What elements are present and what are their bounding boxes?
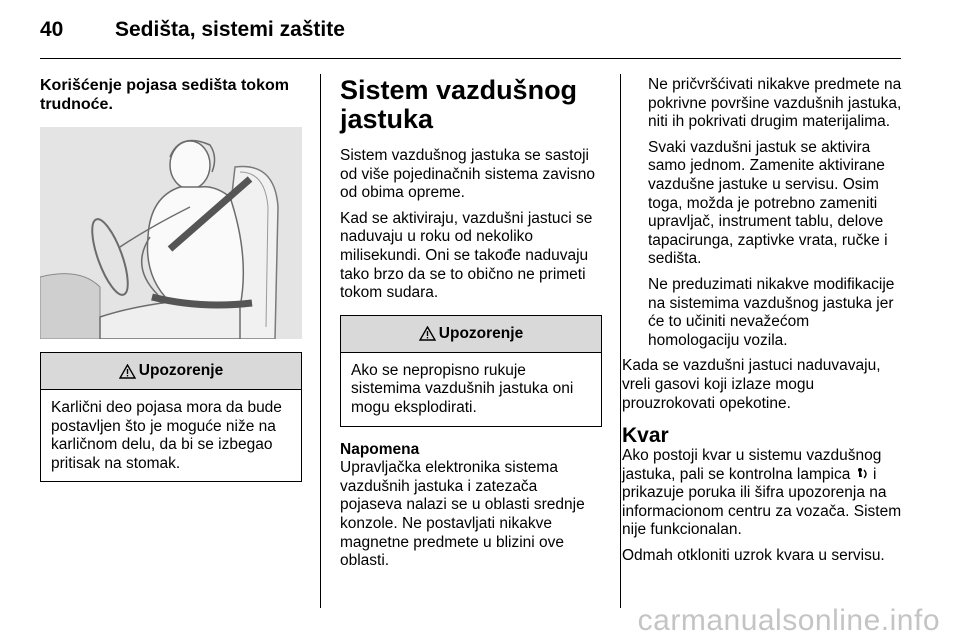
section-heading-fault: Kvar (622, 424, 669, 448)
page-header (40, 18, 900, 52)
warning-header (341, 316, 601, 353)
header-divider (40, 58, 901, 59)
note-title: Napomena (340, 440, 420, 458)
note-text: Upravljačka elektronika sistema vazdušnih jastuka i zatezača pojaseva nalazi se u oblasti srednje konzole. Ne postavljati nikakve magnetne predmete u blizini ove oblasti. (340, 459, 585, 570)
warning-text: Ako se nepropisno rukuje sistemima vazdušnih jastuka oni mogu eksplodirati. (351, 361, 574, 416)
note-block (340, 441, 602, 571)
page-number: 40 (40, 18, 64, 41)
warning-text: Karlični deo pojasa mora da bude postavljen što je moguće niže na karličnom delu, da bi se izbegao pritisak na stomak. (51, 399, 282, 472)
page-title: Sedišta, sistemi zaštite (115, 18, 345, 41)
paragraph: Odmah otkloniti uzrok kvara u servisu. (622, 547, 885, 565)
paragraph: Kad se aktiviraju, vazdušni jastuci se naduvaju u roku od nekoliko milisekundi. Oni se takođe naduvaju tako brzo da se to obično ne primeti tokom sudara. (340, 209, 593, 302)
watermark: carmanualsonline.info (637, 604, 940, 637)
paragraph: Ne preduzimati nikakve modifikacije na sistemima vazdušnog jastuka jer će to učiniti nevažećom homologaciju vozila. (648, 275, 895, 349)
warning-box-pregnancy (40, 352, 302, 482)
paragraph-fault (622, 447, 904, 540)
warning-title: Upozorenje (438, 324, 524, 342)
paragraph: Kada se vazdušni jastuci naduvavaju, vreli gasovi koji izlaze mogu prouzrokovati opekotine. (622, 357, 881, 412)
column-3 (622, 76, 904, 566)
pregnant-seatbelt-illustration (40, 127, 302, 339)
column-divider-1 (320, 74, 321, 608)
paragraph: Ne pričvršćivati nikakve predmete na pokrivne površine vazdušnih jastuka, niti ih pokrivati drugim materijalima. (648, 76, 902, 131)
warning-box-airbag (340, 315, 602, 427)
column-1 (40, 76, 302, 482)
warning-header (41, 353, 301, 390)
fault-text-end: i prikazuje poruka ili šifra upozorenja na informacionom centru za vozača. Sistem nije funkcionalan. (622, 465, 902, 539)
warning-triangle-icon (119, 364, 136, 379)
paragraph: Sistem vazdušnog jastuka se sastoji od više pojedinačnih sistema zavisno od obima opreme. (340, 147, 596, 202)
section-heading-pregnancy: Korišćenje pojasa sedišta tokom trudnoće. (40, 77, 289, 113)
warning-title: Upozorenje (138, 362, 224, 379)
section-heading-airbag: Sistem vazdušnog jastuka (340, 75, 578, 134)
column-2 (340, 76, 602, 571)
warning-triangle-icon (419, 326, 436, 341)
column-divider-2 (620, 74, 621, 608)
airbag-warning-lamp-icon (855, 467, 869, 481)
paragraph: Svaki vazdušni jastuk se aktivira samo jednom. Zamenite aktivirane vazdušne jastuke u servisu. Osim toga, možda je potrebno zameniti upravljač, instrument tablu, delove tapacirunga, zaptivke vrata, ručke i sedišta. (648, 138, 888, 268)
illustration-svg (40, 127, 302, 339)
fault-text-start: Ako postoji kvar u sistemu vazdušnog jastuka, pali se kontrolna lampica (622, 447, 882, 483)
